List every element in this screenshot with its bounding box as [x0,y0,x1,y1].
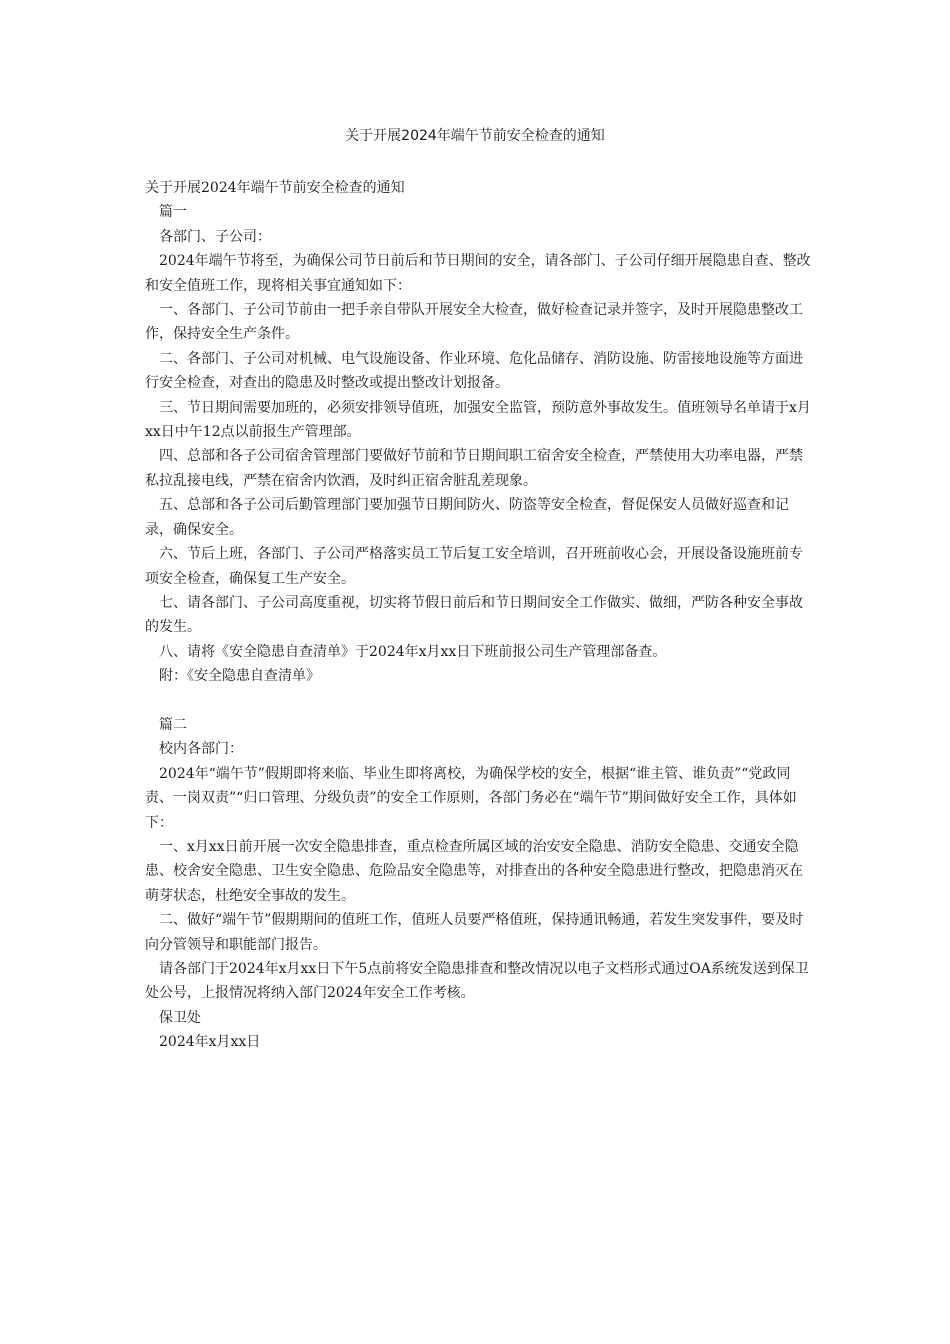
part2-signature: 保卫处 [159,1009,201,1026]
part1-item-2: 二、各部门、子公司对机械、电气设施设备、作业环境、危化品储存、消防设施、防雷接地设施等方面进行安全检查，对查出的隐患及时整改或提出整改计划报备。 [145,350,803,392]
part2-label: 篇二 [159,716,187,733]
part1-item-5: 五、总部和各子公司后勤管理部门要加强节日期间防火、防盗等安全检查，督促保安人员做好巡查和记录，确保安全。 [145,497,789,538]
part1-intro: 2024年端午节将至，为确保公司节日前后和节日期间的安全，请各部门、子公司仔细开展隐患自查、整改和安全值班工作，现将相关事宜通知如下： [145,253,811,294]
part1-item-4: 四、总部和各子公司宿舍管理部门要做好节前和节日期间职工宿舍安全检查，严禁使用大功率电器，严禁私拉乱接电线，严禁在宿舍内饮酒，及时纠正宿舍脏乱差现象。 [145,448,803,489]
part1-item-8: 八、请将《安全隐患自查清单》于2024年x月xx日下班前报公司生产管理部备查。 [159,643,667,660]
part1-attachment: 附：《安全隐患自查清单》 [159,668,320,685]
part2-intro: 2024年“端午节”假期即将来临、毕业生即将离校，为确保学校的安全，根据“谁主管、谁负责”“党政同责、一岗双责”“归口管理、分级负责”的安全工作原则，各部门务必在“端午节”期间做好安全工作，具体如下： [145,765,797,831]
section-spacer [145,689,813,713]
part2-salutation: 校内各部门： [159,741,243,758]
document-body [145,176,813,1055]
part1-item-3: 三、节日期间需要加班的，必须安排领导值班，加强安全监管，预防意外事故发生。值班领导名单请于x月xx日中午12点以前报生产管理部。 [145,399,811,441]
part1-label: 篇一 [159,204,187,221]
part2-item-2: 二、做好“端午节”假期期间的值班工作，值班人员要严格值班，保持通讯畅通，若发生突发事件，要及时向分管领导和职能部门报告。 [145,912,804,953]
part1-item-6: 六、节后上班，各部门、子公司严格落实员工节后复工安全培训，召开班前收心会，开展设备设施班前专项安全检查，确保复工生产安全。 [145,546,803,587]
document-title: 关于开展2024年端午节前安全检查的通知 [345,128,605,144]
part2-item-1: 一、x月xx日前开展一次安全隐患排查，重点检查所属区域的治安安全隐患、消防安全隐患、交通安全隐患、校舍安全隐患、卫生安全隐患、危险品安全隐患等，对排查出的各种安全隐患进行整改，把隐患消灭在萌芽状态，杜绝安全事故的发生。 [145,838,803,904]
part2-date: 2024年x月xx日 [159,1034,261,1051]
part2-closing: 请各部门于2024年x月xx日下午5点前将安全隐患排查和整改情况以电子文档形式通过OA系统发送到保卫处公号，上报情况将纳入部门2024年安全工作考核。 [145,960,809,1002]
part1-item-7: 七、请各部门、子公司高度重视，切实将节假日前后和节日期间安全工作做实、做细，严防各种安全事故的发生。 [145,594,803,636]
part1-item-1: 一、各部门、子公司节前由一把手亲自带队开展安全大检查，做好检查记录并签字，及时开展隐患整改工作，保持安全生产条件。 [145,302,803,343]
part1-salutation: 各部门、子公司： [159,228,271,245]
document-heading: 关于开展2024年端午节前安全检查的通知 [145,180,405,196]
